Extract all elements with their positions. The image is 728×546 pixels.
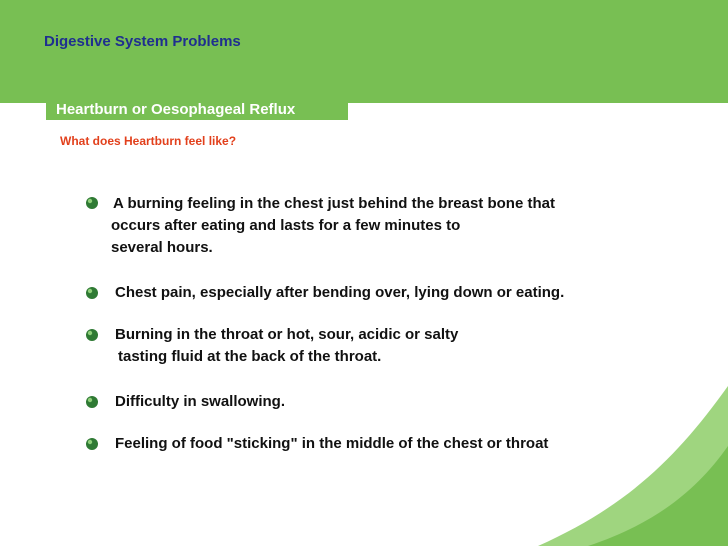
green-gem-icon (85, 196, 99, 210)
slide-subtitle: What does Heartburn feel like? (60, 134, 237, 148)
bullet-2-line-1: Chest pain, especially after bending over, lying down or eating. (115, 284, 565, 301)
bullet-1-line-2: occurs after eating and lasts for a few minutes to (111, 217, 461, 234)
bullet-4-line-1: Difficulty in swallowing. (115, 393, 286, 410)
green-gem-icon (85, 286, 99, 300)
bullet-1-line-1: A burning feeling in the chest just behind the breast bone that (113, 195, 555, 212)
section-title: Heartburn or Oesophageal Reflux (56, 103, 296, 118)
slide-header-title: Digestive System Problems (44, 33, 241, 50)
green-gem-icon (85, 395, 99, 409)
bullet-1-line-3: several hours. (111, 239, 213, 256)
bullet-5-line-1: Feeling of food "sticking" in the middle of the chest or throat (115, 435, 549, 452)
bullet-3-line-1: Burning in the throat or hot, sour, acidic or salty (115, 326, 459, 343)
bullet-3-line-2: tasting fluid at the back of the throat. (118, 348, 382, 365)
header-band (0, 0, 728, 103)
green-gem-icon (85, 437, 99, 451)
corner-decoration (538, 386, 728, 546)
section-tab (46, 103, 348, 120)
green-gem-icon (85, 328, 99, 342)
